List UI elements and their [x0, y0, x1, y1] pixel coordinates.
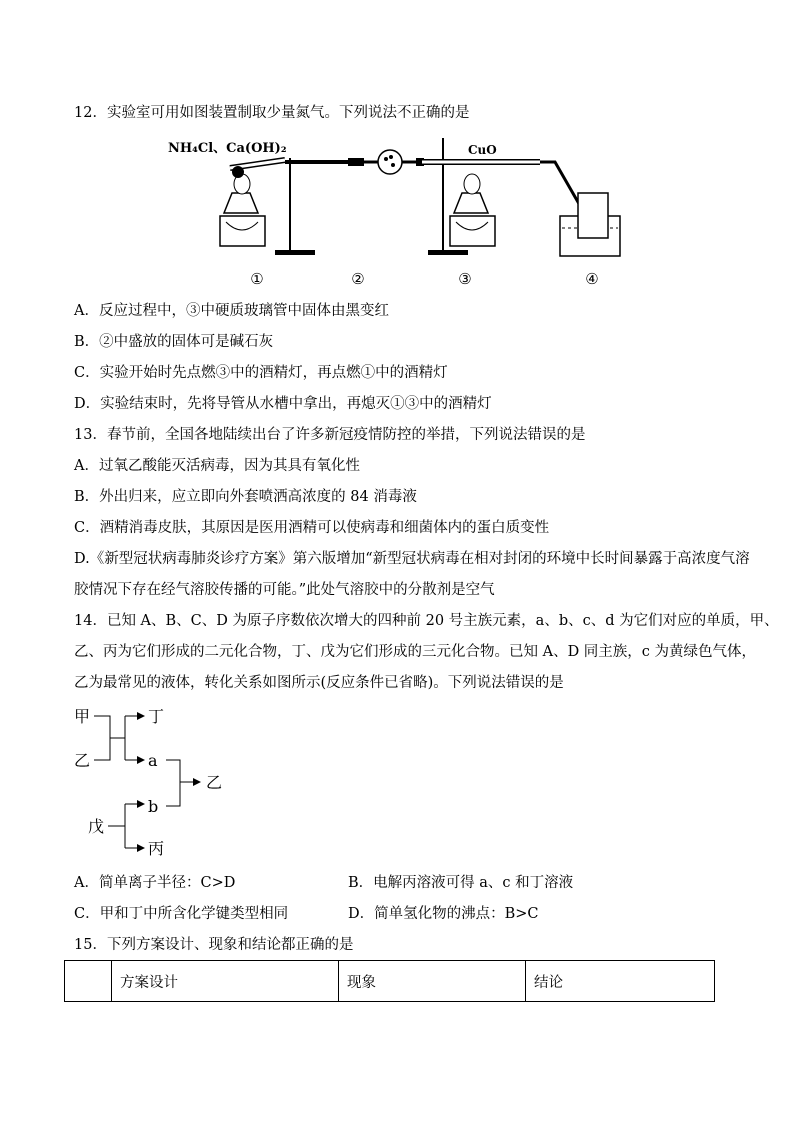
flow-jia: 甲: [74, 707, 91, 726]
q14-option-a: A．简单离子半径：C>D: [74, 875, 236, 891]
q12-stem: 12．实验室可用如图装置制取少量氮气。下列说法不正确的是: [74, 105, 470, 121]
fig-label-2: ②: [351, 270, 365, 288]
flow-wu: 戊: [88, 817, 105, 836]
fig-cuo-label: CuO: [468, 143, 497, 157]
q14-option-b: B．电解丙溶液可得 a、c 和丁溶液: [348, 875, 574, 891]
q14-stem-line1: 14．已知 A、B、C、D 为原子序数依次增大的四种前 20 号主族元素，a、b、c、d 为它们对应的单质，甲、: [74, 613, 779, 629]
table-header-design: 方案设计: [112, 961, 339, 1002]
flow-bing: 丙: [148, 839, 165, 858]
q14-flow-diagram: [70, 702, 250, 862]
q13-option-d-cont: 胶情况下存在经气溶胶传播的可能。”此处气溶胶中的分散剂是空气: [74, 582, 495, 598]
q12-option-a: A．反应过程中，③中硬质玻璃管中固体由黑变红: [74, 303, 389, 319]
fig-label-3: ③: [458, 270, 472, 288]
flow-yi2: 乙: [206, 773, 223, 792]
q14-stem-line3: 乙为最常见的液体，转化关系如图所示(反应条件已省略)。下列说法错误的是: [74, 675, 564, 691]
q14-stem-line2: 乙、丙为它们形成的二元化合物，丁、戊为它们形成的三元化合物。已知 A、D 同主族，c 为黄绿色气体，: [74, 644, 757, 660]
table-header-row: [65, 961, 715, 1002]
q14-option-c: C．甲和丁中所含化学键类型相同: [74, 906, 289, 922]
fig-label-4: ④: [585, 270, 599, 288]
q12-option-c: C．实验开始时先点燃③中的酒精灯，再点燃①中的酒精灯: [74, 365, 448, 381]
table-header-blank: [65, 961, 112, 1002]
q13-option-d: D.《新型冠状病毒肺炎诊疗方案》第六版增加“新型冠状病毒在相对封闭的环境中长时间暴露于高浓度气溶: [74, 551, 750, 567]
q13-option-a: A．过氧乙酸能灭活病毒，因为其具有氧化性: [74, 458, 360, 474]
q12-option-b: B．②中盛放的固体可是碱石灰: [74, 334, 274, 350]
q13-stem: 13．春节前，全国各地陆续出台了许多新冠疫情防控的举措，下列说法错误的是: [74, 427, 586, 443]
table-header-phenomenon: 现象: [339, 961, 526, 1002]
fig-reagent-label: NH₄Cl、Ca(OH)₂: [168, 141, 287, 156]
table-header-conclusion: 结论: [526, 961, 715, 1002]
flow-ding: 丁: [148, 707, 165, 726]
q13-option-c: C．酒精消毒皮肤，其原因是医用酒精可以使病毒和细菌体内的蛋白质变性: [74, 520, 550, 536]
flow-yi: 乙: [74, 751, 91, 770]
q12-option-d: D．实验结束时，先将导管从水槽中拿出，再熄灭①③中的酒精灯: [74, 396, 492, 412]
flow-b: b: [148, 797, 159, 816]
fig-label-1: ①: [250, 270, 264, 288]
flow-a: a: [148, 751, 158, 770]
q13-option-b: B．外出归来，应立即向外套喷洒高浓度的 84 消毒液: [74, 489, 417, 505]
q12-apparatus-figure: [160, 138, 630, 288]
q15-stem: 15．下列方案设计、现象和结论都正确的是: [74, 937, 354, 953]
q15-table: [64, 960, 715, 1002]
q14-option-d: D．简单氢化物的沸点：B>C: [348, 906, 539, 922]
